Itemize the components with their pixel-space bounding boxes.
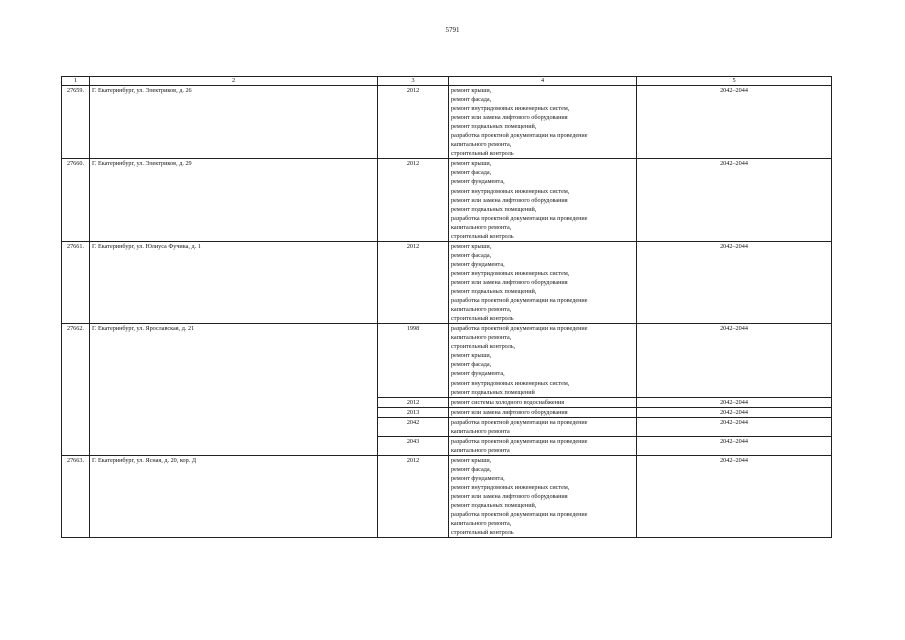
work-item: строительный контроль: [451, 150, 514, 158]
page-number: 5791: [445, 26, 460, 34]
header-cell-4: 4: [449, 77, 637, 86]
table-row: [62, 324, 832, 397]
work-item: строительный контроль: [451, 315, 514, 323]
work-item: ремонт внутридомовых инженерных систем,: [451, 379, 570, 387]
address-cell: Г. Екатеринбург, ул. Электриков, д. 26: [90, 86, 378, 159]
address-cell: Г. Екатеринбург, ул. Ясная, д. 20, кор. Д: [90, 455, 378, 537]
table-row: [62, 86, 832, 159]
period-cell: 2042–2044: [637, 241, 832, 323]
works-cell: [449, 86, 637, 159]
work-item: ремонт или замена лифтового оборудования: [451, 278, 568, 286]
work-item: ремонт крыши,: [451, 160, 492, 168]
work-item: ремонт крыши,: [451, 242, 492, 250]
period-cell: 2042–2044: [637, 324, 832, 397]
address-cell: Г. Екатеринбург, ул. Юлиуса Фучика, д. 1: [90, 241, 378, 323]
period-cell: 2042–2044: [637, 407, 832, 417]
work-item: разработка проектной документации на проведение: [451, 418, 588, 426]
work-item: разработка проектной документации на проведение: [451, 511, 588, 519]
header-cell-3: 3: [378, 77, 449, 86]
work-item: капитального ремонта: [451, 427, 510, 435]
works-cell: [449, 455, 637, 537]
works-cell: [449, 417, 637, 436]
work-item: ремонт фасада,: [451, 465, 492, 473]
work-item: ремонт внутридомовых инженерных систем,: [451, 269, 570, 277]
year-cell: 2012: [378, 241, 449, 323]
entry-number: 27659.: [62, 86, 90, 159]
work-item: ремонт системы холодного водоснабжения: [451, 398, 565, 406]
work-item: капитального ремонта,: [451, 334, 512, 342]
works-cell: [449, 407, 637, 417]
works-cell: [449, 241, 637, 323]
work-item: ремонт или замена лифтового оборудования: [451, 114, 568, 122]
year-cell: 2013: [378, 407, 449, 417]
work-item: ремонт фасада,: [451, 251, 492, 259]
work-item: разработка проектной документации на проведение: [451, 214, 588, 222]
work-item: капитального ремонта,: [451, 223, 512, 231]
year-cell: 2012: [378, 397, 449, 407]
work-item: разработка проектной документации на проведение: [451, 132, 588, 140]
year-cell: 2012: [378, 86, 449, 159]
header-cell-5: 5: [637, 77, 832, 86]
works-cell: [449, 436, 637, 455]
works-cell: [449, 324, 637, 397]
work-item: капитального ремонта,: [451, 306, 512, 314]
work-item: ремонт фундамента,: [451, 178, 505, 186]
work-item: ремонт или замена лифтового оборудования: [451, 493, 568, 501]
entry-number: 27662.: [62, 324, 90, 456]
work-item: ремонт подвальных помещений,: [451, 123, 537, 131]
entry-number: 27660.: [62, 159, 90, 241]
work-item: строительный контроль,: [451, 343, 516, 351]
work-item: ремонт или замена лифтового оборудования: [451, 196, 568, 204]
period-cell: 2042–2044: [637, 417, 832, 436]
work-item: капитального ремонта: [451, 446, 510, 454]
table-row: [62, 455, 832, 537]
work-item: ремонт или замена лифтового оборудования: [451, 408, 568, 416]
table-row: [62, 159, 832, 241]
work-item: ремонт внутридомовых инженерных систем,: [451, 105, 570, 113]
repair-schedule-table: [61, 76, 832, 538]
work-item: ремонт внутридомовых инженерных систем,: [451, 187, 570, 195]
work-item: ремонт крыши,: [451, 352, 492, 360]
work-item: ремонт подвальных помещений,: [451, 205, 537, 213]
period-cell: 2042–2044: [637, 86, 832, 159]
work-item: ремонт фундамента,: [451, 370, 505, 378]
table-row: [62, 241, 832, 323]
work-item: ремонт крыши,: [451, 87, 492, 94]
works-cell: [449, 159, 637, 241]
work-item: ремонт внутридомовых инженерных систем,: [451, 484, 570, 492]
year-cell: 1998: [378, 324, 449, 397]
work-item: разработка проектной документации на проведение: [451, 297, 588, 305]
year-cell: 2042: [378, 417, 449, 436]
work-item: ремонт крыши,: [451, 456, 492, 464]
year-cell: 2043: [378, 436, 449, 455]
header-cell-1: 1: [62, 77, 90, 86]
table-body: [62, 77, 832, 538]
work-item: ремонт фундамента,: [451, 474, 505, 482]
work-item: строительный контроль: [451, 232, 514, 240]
period-cell: 2042–2044: [637, 455, 832, 537]
work-item: ремонт фасада,: [451, 96, 492, 104]
work-item: капитального ремонта,: [451, 520, 512, 528]
header-row: [62, 77, 832, 86]
entry-number: 27661.: [62, 241, 90, 323]
work-item: разработка проектной документации на проведение: [451, 437, 588, 445]
work-item: ремонт фасада,: [451, 169, 492, 177]
period-cell: 2042–2044: [637, 436, 832, 455]
work-item: ремонт фасада,: [451, 361, 492, 369]
work-item: капитального ремонта,: [451, 141, 512, 149]
work-item: ремонт фундамента,: [451, 260, 505, 268]
address-cell: Г. Екатеринбург, ул. Ярославская, д. 21: [90, 324, 378, 456]
work-item: ремонт подвальных помещений,: [451, 502, 537, 510]
header-cell-2: 2: [90, 77, 378, 86]
period-cell: 2042–2044: [637, 397, 832, 407]
entry-number: 27663.: [62, 455, 90, 537]
work-item: строительный контроль: [451, 529, 514, 537]
works-cell: [449, 397, 637, 407]
work-item: ремонт подвальных помещений,: [451, 288, 537, 296]
work-item: ремонт подвальных помещений: [451, 388, 535, 396]
year-cell: 2012: [378, 455, 449, 537]
address-cell: Г. Екатеринбург, ул. Электриков, д. 29: [90, 159, 378, 241]
year-cell: 2012: [378, 159, 449, 241]
work-item: разработка проектной документации на проведение: [451, 325, 588, 333]
period-cell: 2042–2044: [637, 159, 832, 241]
